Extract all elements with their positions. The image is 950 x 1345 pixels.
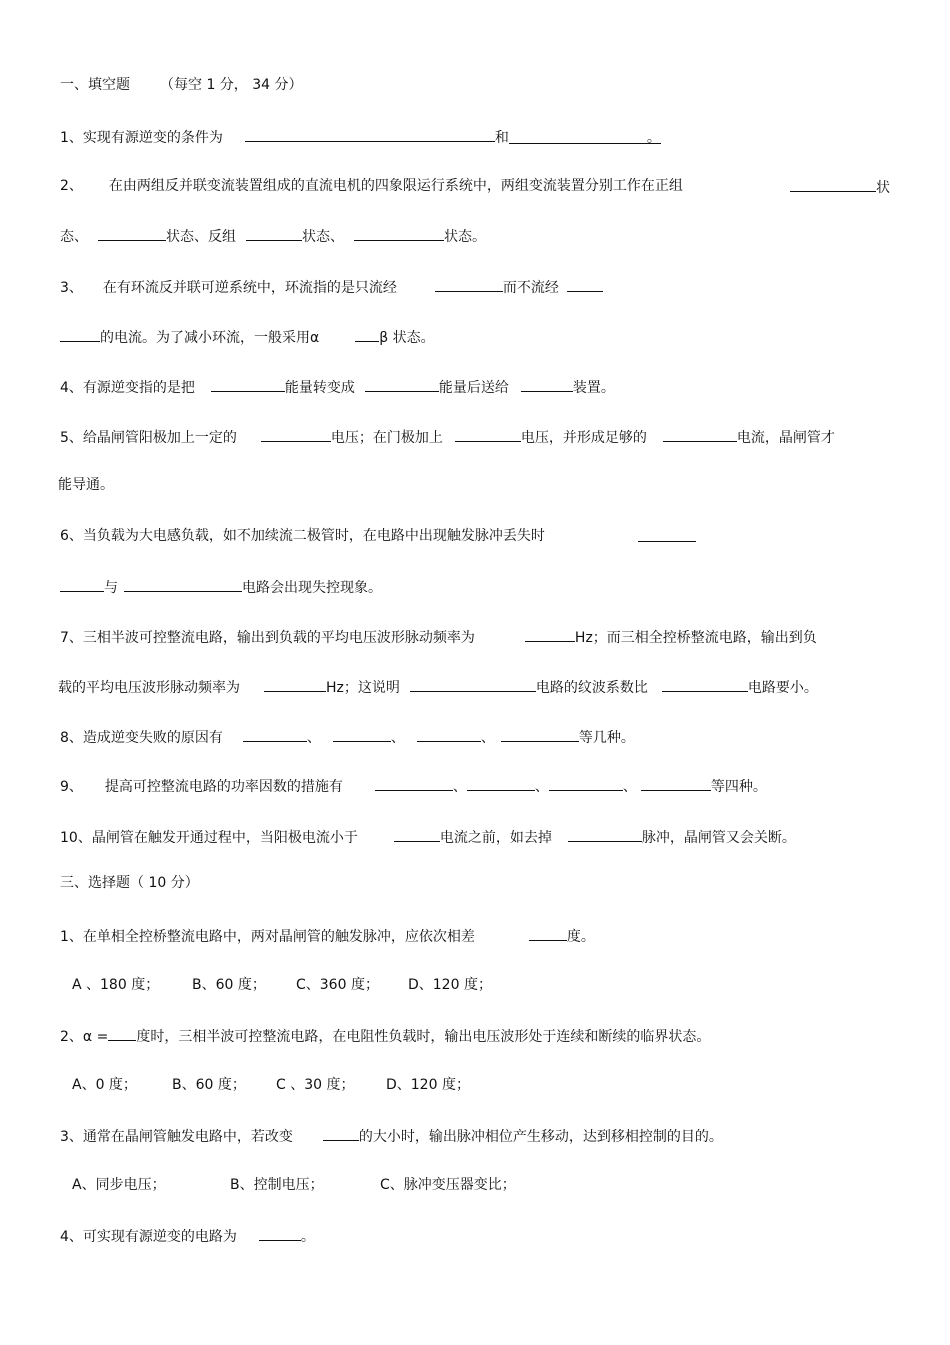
separator: 、: [480, 730, 495, 746]
answer-blank[interactable]: [410, 677, 536, 692]
answer-blank[interactable]: [567, 277, 603, 292]
answer-blank[interactable]: [98, 226, 166, 241]
question-text: 电流之前，如去掉: [439, 830, 552, 846]
answer-blank[interactable]: [264, 677, 326, 692]
question-text: 而不流经: [502, 280, 559, 296]
question-text: 状: [876, 180, 890, 196]
question-text: 提高可控整流电路的功率因数的措施有: [104, 779, 343, 795]
separator: 、: [534, 779, 549, 795]
question-6-blank: [638, 527, 696, 547]
choice-option[interactable]: D、120 度；: [408, 977, 492, 993]
choice-question-1: [60, 926, 595, 946]
choice-option[interactable]: C、360 度；: [296, 977, 379, 993]
choice-question-2: [60, 1026, 710, 1046]
question-text: 电压，并形成足够的: [520, 430, 647, 446]
question-text: 在有环流反并联可逆系统中，环流指的是只流经: [102, 280, 397, 296]
answer-blank[interactable]: [525, 627, 575, 642]
question-text: Hz；这说明: [326, 680, 400, 696]
answer-blank[interactable]: [246, 226, 302, 241]
choice-option[interactable]: B、控制电压；: [230, 1177, 324, 1193]
answer-blank[interactable]: [211, 377, 285, 392]
answer-blank[interactable]: [790, 177, 876, 192]
question-text: 装置。: [572, 380, 615, 396]
question-text: 状态。: [444, 229, 486, 245]
question-7-cont: [58, 677, 818, 697]
question-text: 给晶闸管阳极加上一定的: [82, 430, 237, 446]
question-number: 2、: [60, 178, 83, 194]
answer-blank[interactable]: [662, 677, 748, 692]
question-8: [60, 727, 635, 747]
question-text: 在由两组反并联变流装置组成的直流电机的四象限运行系统中，两组变流装置分别工作在正组: [108, 178, 683, 194]
choice-option[interactable]: A、同步电压；: [72, 1177, 166, 1193]
question-text: 电路的纹波系数比: [535, 680, 648, 696]
separator: 、: [390, 730, 405, 746]
question-3-cont: [60, 327, 435, 347]
question-text: 当负载为大电感负载，如不加续流二极管时，在电路中出现触发脉冲丢失时: [82, 528, 545, 544]
answer-blank[interactable]: [521, 377, 573, 392]
choice-question-3: [60, 1126, 723, 1146]
question-6-cont: [60, 577, 382, 597]
separator: 、: [622, 779, 637, 795]
section-3-heading-line: [60, 874, 199, 892]
question-number: 9、: [60, 779, 83, 795]
answer-blank[interactable]: [261, 427, 331, 442]
question-number: 6、: [60, 528, 83, 544]
question-number: 10、: [60, 830, 92, 846]
answer-blank[interactable]: [455, 427, 521, 442]
answer-blank[interactable]: [60, 327, 100, 342]
question-text: 造成逆变失败的原因有: [82, 730, 223, 746]
answer-blank[interactable]: [245, 127, 495, 142]
question-number: 1、: [60, 929, 83, 945]
answer-blank[interactable]: [663, 427, 737, 442]
choice-question-4: [60, 1226, 315, 1246]
answer-blank[interactable]: [108, 1026, 136, 1041]
question-text: 电路要小。: [747, 680, 818, 696]
question-number: 1、: [60, 130, 83, 146]
choice-option[interactable]: B、60 度；: [192, 977, 266, 993]
question-2-tail: [790, 177, 890, 197]
question-6: [60, 527, 545, 545]
question-number: 8、: [60, 730, 83, 746]
answer-blank[interactable]: [467, 776, 535, 791]
question-number: 7、: [60, 630, 83, 646]
question-text: Hz；而三相全控桥整流电路，输出到负: [574, 630, 817, 646]
question-number: 5、: [60, 430, 83, 446]
choice-option[interactable]: C 、30 度；: [276, 1077, 355, 1093]
question-1: [60, 127, 661, 147]
answer-blank[interactable]: [243, 727, 307, 742]
question-text: 等几种。: [578, 730, 635, 746]
question-text: 和: [494, 130, 509, 146]
question-7: [60, 627, 817, 647]
answer-blank[interactable]: [638, 527, 696, 542]
question-text: 通常在晶闸管触发电路中，若改变: [82, 1129, 293, 1145]
choice-option[interactable]: D、120 度；: [386, 1077, 470, 1093]
question-text: 与: [104, 580, 118, 596]
answer-blank[interactable]: [354, 226, 444, 241]
question-text: 。: [300, 1229, 315, 1245]
question-text: 度时，三相半波可控整流电路，在电阻性负载时，输出电压波形处于连续和断续的临界状态。: [136, 1029, 711, 1045]
question-text: 态、: [60, 229, 88, 245]
question-3: [60, 277, 603, 297]
choice-option[interactable]: A 、180 度；: [72, 977, 160, 993]
question-5: [60, 427, 835, 447]
question-text: 状态、反组: [166, 229, 236, 245]
answer-blank[interactable]: [394, 827, 440, 842]
answer-blank[interactable]: [323, 1126, 359, 1141]
answer-blank[interactable]: [375, 776, 453, 791]
question-text: 有源逆变指的是把: [82, 380, 195, 396]
question-text: 能量转变成: [284, 380, 355, 396]
question-number: 3、: [60, 280, 83, 296]
question-number: 4、: [60, 380, 83, 396]
answer-blank[interactable]: [529, 926, 567, 941]
answer-blank[interactable]: [549, 776, 623, 791]
section-heading: 三、选择题（ 10 分）: [60, 875, 199, 891]
answer-blank[interactable]: [60, 577, 104, 592]
question-text: 电流，晶闸管才: [736, 430, 835, 446]
question-2-cont: [60, 226, 486, 246]
question-4: [60, 377, 615, 397]
answer-blank[interactable]: [259, 1226, 301, 1241]
question-text: 晶闸管在触发开通过程中，当阳极电流小于: [91, 830, 358, 846]
question-text: 在单相全控桥整流电路中，两对晶闸管的触发脉冲，应依次相差: [82, 929, 475, 945]
separator: 、: [306, 730, 321, 746]
question-text: 电路会出现失控现象。: [242, 580, 382, 596]
question-9: [60, 776, 767, 796]
question-text: 三相半波可控整流电路，输出到负载的平均电压波形脉动频率为: [82, 630, 475, 646]
answer-blank[interactable]: [417, 727, 481, 742]
question-text: 等四种。: [710, 779, 767, 795]
question-text: 脉冲，晶闸管又会关断。: [641, 830, 796, 846]
answer-blank[interactable]: [501, 727, 579, 742]
question-text: 度。: [566, 929, 595, 945]
question-text: β 状态。: [379, 330, 435, 346]
question-text: 的电流。为了减小环流，一般采用α: [100, 330, 320, 346]
answer-blank[interactable]: [355, 327, 379, 342]
separator: 、: [452, 779, 467, 795]
answer-blank[interactable]: [124, 577, 242, 592]
question-10: [60, 827, 796, 847]
answer-blank[interactable]: [641, 776, 711, 791]
question-number: 2、: [60, 1029, 83, 1045]
question-text: 的大小时，输出脉冲相位产生移动，达到移相控制的目的。: [358, 1129, 723, 1145]
question-2: [60, 177, 683, 195]
section-score: （每空 1 分， 34 分）: [160, 77, 303, 93]
choice-option[interactable]: B、60 度；: [172, 1077, 246, 1093]
answer-blank[interactable]: [568, 827, 642, 842]
answer-blank[interactable]: [333, 727, 391, 742]
question-text: 可实现有源逆变的电路为: [82, 1229, 237, 1245]
choice-option[interactable]: C、脉冲变压器变比；: [380, 1177, 516, 1193]
question-number: 4、: [60, 1229, 83, 1245]
question-text: 实现有源逆变的条件为: [82, 130, 223, 146]
answer-blank[interactable]: [435, 277, 503, 292]
question-text: 能导通。: [58, 477, 114, 493]
question-text: α =: [82, 1029, 109, 1045]
question-text: 状态、: [302, 229, 344, 245]
question-text: 载的平均电压波形脉动频率为: [58, 680, 240, 696]
answer-blank[interactable]: [365, 377, 439, 392]
question-text: 。: [646, 130, 661, 146]
choice-option[interactable]: A、0 度；: [72, 1077, 137, 1093]
question-number: 3、: [60, 1129, 83, 1145]
section-heading: 一、填空题: [60, 77, 130, 93]
answer-blank[interactable]: [509, 129, 661, 144]
question-5-cont: [58, 476, 114, 494]
question-text: 电压；在门极加上: [330, 430, 443, 446]
section-1-heading-line: [60, 76, 303, 94]
question-text: 能量后送给: [438, 380, 509, 396]
